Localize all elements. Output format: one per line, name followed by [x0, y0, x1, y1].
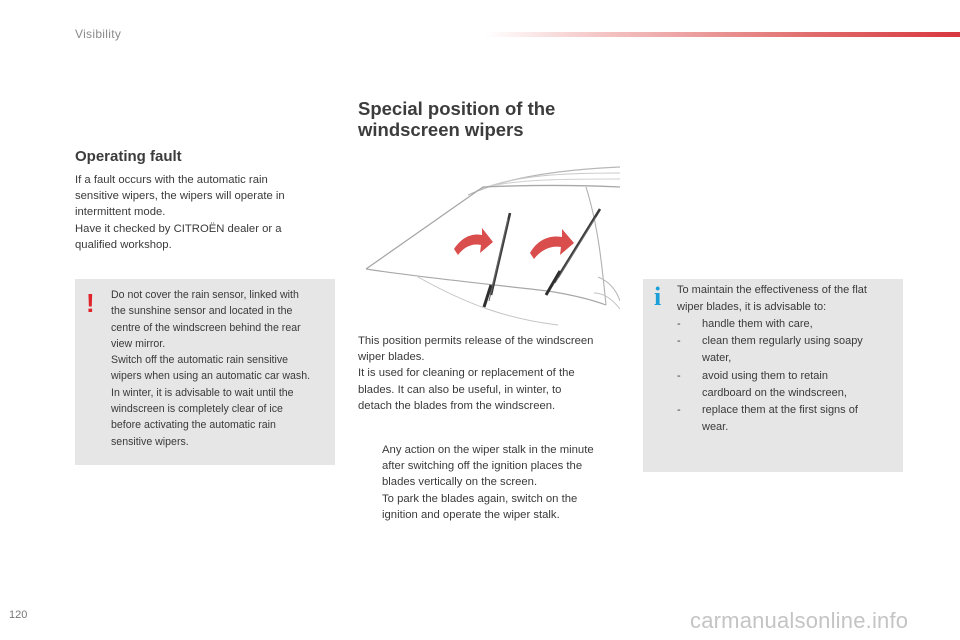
info-box-list	[677, 316, 863, 436]
dash-marker: -	[677, 335, 681, 348]
header-title: Visibility	[75, 27, 122, 41]
windscreen-edge-icon	[366, 186, 620, 270]
warning-line: the sunshine sensor and located in the	[111, 305, 293, 318]
warning-line: Switch off the automatic rain sensitive	[111, 354, 289, 367]
special-position-title-line: Special position of the	[358, 98, 556, 119]
special-position-bullets	[358, 442, 594, 523]
bullet-marker-icon	[358, 491, 382, 523]
special-position-line: wiper blades.	[358, 351, 425, 364]
list-item-line: cardboard on the windscreen,	[702, 386, 847, 399]
bullet-line: ignition and operate the wiper stalk.	[382, 508, 560, 521]
watermark: carmanualsonline.info	[690, 608, 909, 633]
dash-marker: -	[677, 318, 681, 330]
list-item-line: replace them at the first signs of	[702, 404, 858, 417]
arrow-left-icon	[454, 228, 493, 255]
roof-line-icon	[476, 173, 620, 191]
list-item-line: water,	[702, 352, 732, 365]
warning-line: view mirror.	[111, 337, 166, 350]
bullet-marker-icon	[358, 442, 382, 491]
info-icon: i	[654, 282, 662, 311]
list-item-line: handle them with care,	[702, 318, 813, 330]
warning-icon: !	[86, 288, 95, 318]
bullet-line: Any action on the wiper stalk in the minute	[382, 444, 594, 456]
arrow-right-icon	[530, 229, 574, 259]
operating-fault-title: Operating fault	[75, 148, 182, 165]
page-number: 120	[9, 609, 28, 621]
special-position-title-line: windscreen wipers	[358, 119, 524, 140]
mirror-line-icon	[594, 293, 620, 309]
list-item	[677, 402, 863, 436]
roof-line-icon	[468, 167, 620, 195]
list-item	[677, 333, 863, 367]
list-item-line: avoid using them to retain	[702, 369, 828, 382]
list-item	[677, 368, 863, 402]
a-pillar-icon	[586, 187, 606, 305]
operating-fault-line: qualified workshop.	[75, 238, 172, 251]
dash-marker: -	[677, 404, 681, 417]
warning-line: sensitive wipers.	[111, 435, 189, 448]
warning-line: before activating the automatic rain	[111, 419, 276, 432]
bullet-line: after switching off the ignition places the	[382, 460, 583, 473]
warning-line: wipers when using an automatic car wash.	[111, 370, 311, 383]
bullet-item	[358, 491, 594, 523]
operating-fault-line: Have it checked by CITROËN dealer or a	[75, 222, 282, 235]
list-item-line: clean them regularly using soapy	[702, 335, 863, 348]
warning-line: windscreen is completely clear of ice	[111, 403, 283, 416]
wiper-arm-left-icon	[489, 219, 508, 301]
windscreen-wiper-illustration	[358, 165, 620, 327]
special-position-text	[358, 333, 593, 414]
special-position-title	[358, 98, 555, 140]
list-item-line: wear.	[702, 421, 729, 434]
warning-box-text	[111, 287, 310, 450]
info-intro-line: To maintain the effectiveness of the flat	[677, 284, 867, 296]
dash-marker: -	[677, 369, 681, 382]
info-intro-line: wiper blades, it is advisable to:	[677, 301, 827, 314]
bullet-line: blades vertically on the screen.	[382, 476, 538, 489]
list-item	[677, 316, 863, 333]
mirror-line-icon	[598, 277, 620, 301]
warning-line: In winter, it is advisable to wait until the	[111, 386, 294, 399]
wiper-blade-left-icon	[491, 213, 510, 295]
operating-fault-line: If a fault occurs with the automatic rain	[75, 174, 268, 186]
operating-fault-line: sensitive wipers, the wipers will operate in	[75, 190, 285, 203]
bullet-line: To park the blades again, switch on the	[382, 492, 578, 505]
header-accent-bar	[485, 32, 960, 37]
warning-line: centre of the windscreen behind the rear	[111, 321, 301, 334]
warning-line: Do not cover the rain sensor, linked with	[111, 289, 299, 301]
operating-fault-line: intermittent mode.	[75, 206, 166, 219]
special-position-line: This position permits release of the windscreen	[358, 335, 594, 347]
info-box-intro	[677, 282, 867, 316]
operating-fault-text	[75, 172, 285, 253]
special-position-line: detach the blades from the windscreen.	[358, 399, 556, 412]
special-position-line: It is used for cleaning or replacement of the	[358, 367, 575, 380]
bullet-item	[358, 442, 594, 491]
special-position-line: blades. It can also be useful, in winter, to	[358, 383, 562, 396]
